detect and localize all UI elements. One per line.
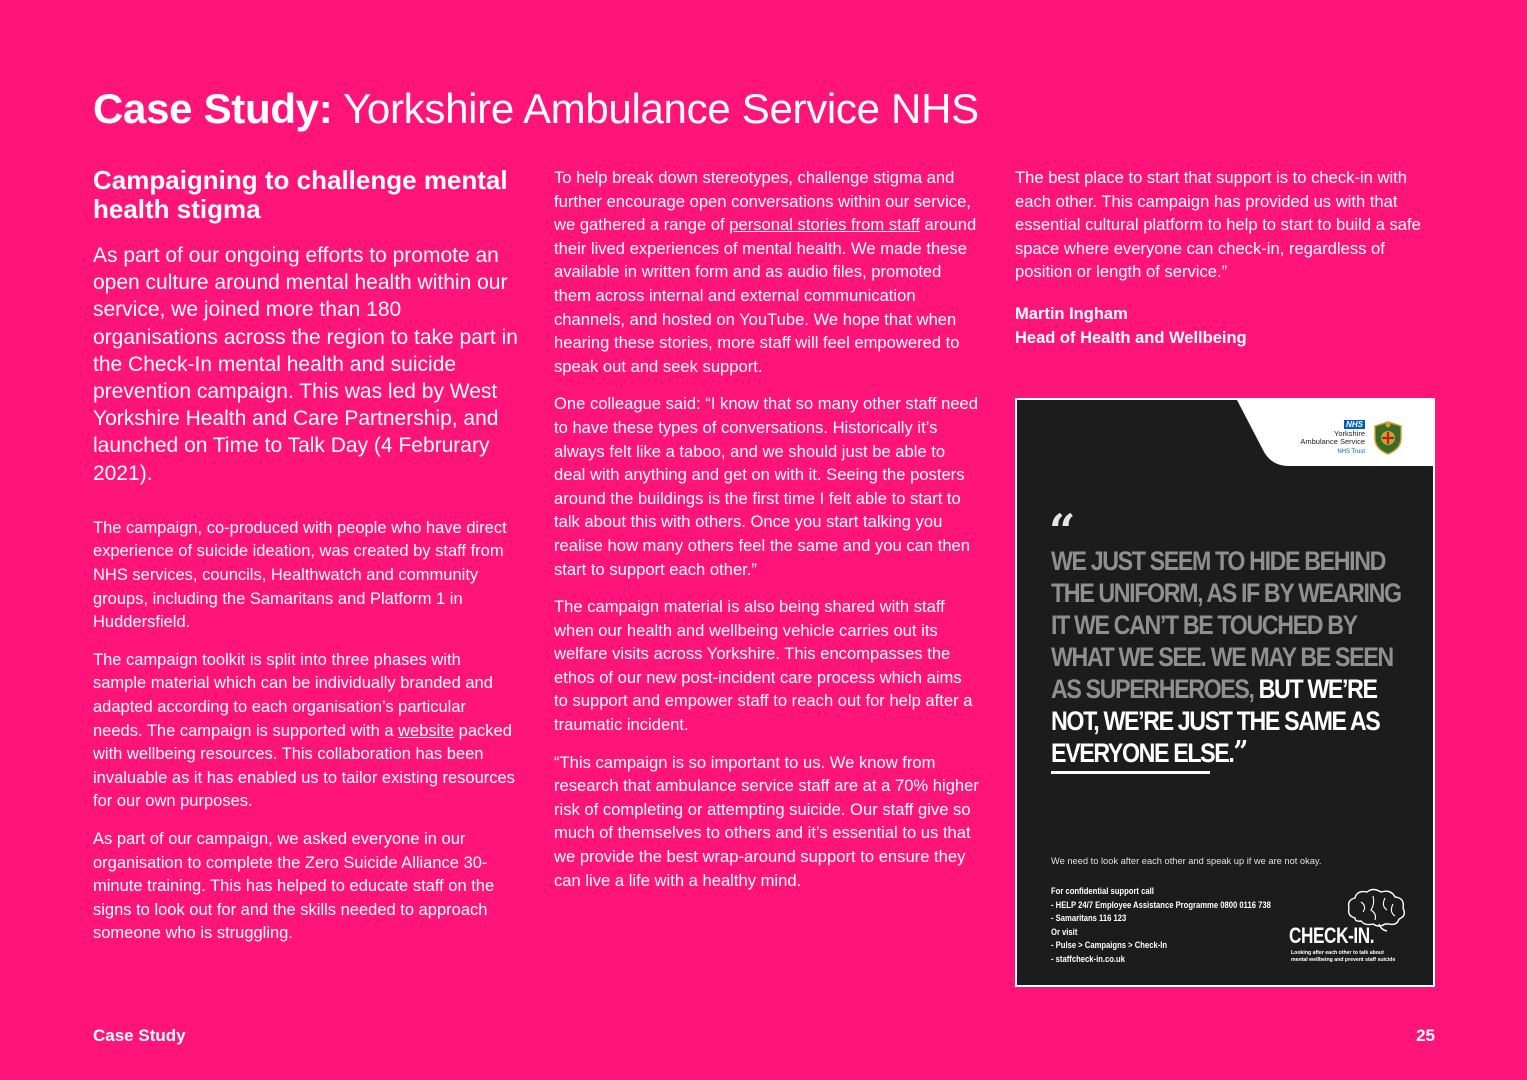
paragraph-campaign-coproduced: The campaign, co-produced with people who have direct experience of suicide ideation, was created by staff from NHS services, councils, Healthwatch and community groups, including the Samaritans and Platform 1 in Huddersfield.	[93, 518, 507, 632]
quote-attribution	[1015, 302, 1435, 350]
attribution-name: Martin Ingham	[1015, 304, 1128, 323]
website-link[interactable]: website	[398, 721, 455, 740]
footer-section-label: Case Study	[93, 1026, 186, 1045]
intro-paragraph: As part of our ongoing efforts to promote an open culture around mental health within our service, we joined more than 180 organisations across the region to take part in the Check-In mental health and suicide prevention campaign. This was led by West Yorkshire Health and Care Partnership, and launched on Time to Talk Day (4 Februrary 2021).	[93, 244, 518, 485]
nhs-logo: NHS	[1346, 420, 1363, 429]
attribution-role: Head of Health and Wellbeing	[1015, 328, 1247, 347]
yas-logo	[1300, 420, 1403, 456]
page-title	[93, 84, 979, 134]
open-quote-mark: “	[1049, 504, 1076, 558]
page-title-rest: Yorkshire Ambulance Service NHS	[343, 85, 979, 132]
paragraph-campaign-toolkit	[93, 649, 518, 814]
column-middle	[554, 166, 979, 906]
poster-quote-grey: WE JUST SEEM TO HIDE BEHIND THE UNIFORM, AS IF BY WEARING IT WE CAN’T BE TOUCHED BY WHAT WE SEE. WE MAY BE SEEN AS SUPERHEROES,	[1051, 546, 1401, 704]
paragraph-check-in: The best place to start that support is to check-in with each other. This campaign has provided us with that essential cultural platform to help to start to build a safe space where everyone can check-in, regardless of position or length of service.”	[1015, 168, 1421, 282]
ambulance-crest-icon	[1373, 421, 1403, 455]
page-title-bold: Case Study:	[93, 85, 333, 132]
support-line: For confidential support call	[1051, 886, 1154, 896]
support-list	[1051, 885, 1271, 966]
column-left	[93, 166, 518, 960]
check-in-wordmark: CHECK-IN.	[1289, 923, 1375, 948]
column-right	[1015, 166, 1435, 350]
support-line: - HELP 24/7 Employee Assistance Programme 0800 0116 738	[1051, 899, 1271, 910]
poster-note: We need to look after each other and speak up if we are not okay.	[1051, 856, 1322, 866]
toolkit-text-before: The campaign toolkit is split into three phases with sample material which can be individually branded and adapted according to each organisation’s particular needs. The campaign is supported with a	[93, 650, 493, 740]
quote-underline	[1051, 771, 1210, 774]
close-quote-mark: ”	[1233, 735, 1247, 770]
check-in-tagline: Looking after each other to talk about mental wellbeing and prevent staff suicide	[1291, 950, 1396, 963]
personal-stories-link[interactable]: personal stories from staff	[729, 215, 920, 235]
paragraph-colleague-quote: One colleague said: “I know that so many other staff need to have these types of conversations. Historically it’s always felt like a taboo, and we should just be able to deal with anything and get on with it. Seeing the posters around the buildings is the first time I felt able to start to talk about this with others. Once you start talking you realise how many others feel the same and you can then start to support each other.”	[554, 394, 979, 579]
paragraph-zero-suicide-training: As part of our campaign, we asked everyone in our organisation to complete the Zero Suicide Alliance 30-minute training. This has helped to educate staff on the signs to look out for and the skills needed to approach someone who is struggling.	[93, 829, 495, 943]
logo-line-yorkshire: Yorkshire	[1334, 428, 1365, 438]
support-line: - Samaritans 116 123	[1051, 913, 1127, 923]
paragraph-stereotypes	[554, 166, 979, 378]
logo-line-trust: NHS Trust	[1337, 448, 1365, 455]
stories-text-after: around their lived experiences of mental health. We made these available in written form and as audio files, promoted them across internal and external communication channels, and hosted on YouTube. We hope that when hearing these stories, more staff will feel empowered to speak out and seek support.	[554, 215, 977, 376]
support-line: - staffcheck-in.co.uk	[1051, 953, 1125, 964]
stories-text-before: To help break down stereotypes, challenge stigma and further encourage open conversations within our service, we gathered a range of	[554, 168, 971, 235]
section-subheading: Campaigning to challenge mental health stigma	[93, 165, 508, 224]
logo-line-ambulance: Ambulance Service	[1300, 437, 1365, 446]
paragraph-campaign-importance: “This campaign is so important to us. We know from research that ambulance service staff are at a 70% higher risk of completing or attempting suicide. Our staff give so much of themselves to others and it’s essential to us that we provide the best wrap-around support to ensure they can live a life with a healthy mind.	[554, 752, 979, 890]
poster-quote	[1051, 545, 1421, 769]
page-number: 25	[1416, 1026, 1435, 1045]
poster-quote-white: BUT WE’RE NOT, WE’RE JUST THE SAME AS EVERYONE ELSE.	[1051, 674, 1380, 768]
paragraph-wellbeing-vehicle: The campaign material is also being shared with staff when our health and wellbeing vehicle carries out its welfare visits across Yorkshire. This encompasses the ethos of our new post-incident care process which aims to support and empower staff to reach out for help after a traumatic incident.	[554, 597, 973, 735]
toolkit-text-after: packed with wellbeing resources. This collaboration has been invaluable as it has enabled us to tailor existing resources for our own purposes.	[93, 721, 515, 811]
check-in-poster	[1015, 398, 1435, 987]
support-line: Or visit	[1051, 926, 1078, 937]
support-line: - Pulse > Campaigns > Check-In	[1051, 940, 1168, 950]
